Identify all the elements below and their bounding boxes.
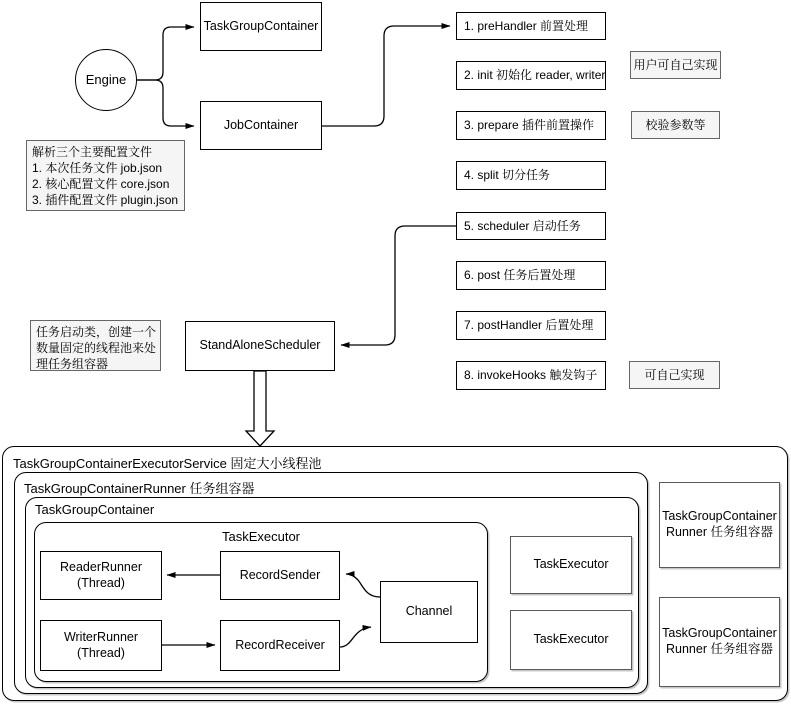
engine-node <box>75 49 137 111</box>
channel-label: Channel <box>405 604 453 619</box>
step-3-label: 3. prepare 插件前置操作 <box>464 118 595 132</box>
standalone-scheduler-label: StandAloneScheduler <box>199 338 321 353</box>
runner-box1-line2: Runner 任务组容器 <box>666 525 773 539</box>
note-user-can-implement-label: 用户可自己实现 <box>633 58 718 72</box>
task-group-container-title: TaskGroupContainer <box>35 502 155 517</box>
reader-runner-node <box>40 551 162 600</box>
note-validate-params <box>631 111 720 139</box>
note-can-implement <box>629 361 720 389</box>
config-files-note <box>26 140 185 211</box>
scheduler-note-line3: 理任务组容器 <box>36 357 109 371</box>
task-executor-3-label: TaskExecutor <box>533 632 609 647</box>
reader-runner-line2: (Thread) <box>77 575 125 590</box>
config-note-line3: 2. 核心配置文件 core.json <box>32 177 170 191</box>
task-executor-2-label: TaskExecutor <box>533 557 609 572</box>
step-2-init <box>456 61 606 90</box>
scheduler-note <box>30 320 161 371</box>
step-5-scheduler <box>456 212 606 240</box>
arrow-jobcontainer-to-step1 <box>322 26 450 126</box>
channel-node <box>380 581 478 643</box>
step-6-post <box>456 261 606 290</box>
big-down-arrow <box>246 371 274 446</box>
runner-container-title: TaskGroupContainerRunner 任务组容器 <box>24 481 255 496</box>
step-4-label: 4. split 切分任务 <box>464 168 551 182</box>
executor-service-title: TaskGroupContainerExecutorService 固定大小线程池 <box>13 456 322 471</box>
record-sender-node <box>220 551 340 600</box>
step-1-label: 1. preHandler 前置处理 <box>464 18 589 33</box>
step-7-posthandler <box>456 311 606 340</box>
standalone-scheduler-node <box>185 321 335 371</box>
record-receiver-label: RecordReceiver <box>235 637 325 652</box>
step-4-split <box>456 161 606 190</box>
config-note-line1: 解析三个主要配置文件 <box>32 145 153 159</box>
runner-box1-line1: TaskGroupContainer <box>662 509 777 524</box>
note-validate-params-label: 校验参数等 <box>645 118 706 132</box>
arrow-engine-to-jobcontainer <box>137 80 194 126</box>
runner-box2-line2: Runner 任务组容器 <box>666 642 773 656</box>
job-container-label: JobContainer <box>223 117 299 132</box>
task-group-container-runner-node-2 <box>659 597 780 687</box>
record-sender-label: RecordSender <box>239 567 321 582</box>
step-3-prepare <box>456 111 606 140</box>
config-note-line4: 3. 插件配置文件 plugin.json <box>32 193 179 207</box>
writer-runner-node <box>40 620 162 671</box>
note-can-implement-label: 可自己实现 <box>644 368 705 382</box>
job-container-node <box>200 101 322 150</box>
arrow-step5-to-scheduler <box>341 226 456 345</box>
reader-runner-line1: ReaderRunner <box>60 559 142 574</box>
config-note-line2: 1. 本次任务文件 job.json <box>32 161 163 175</box>
engine-label: Engine <box>85 71 127 87</box>
task-executor-node-3 <box>510 610 632 670</box>
arrow-engine-to-taskgroupcontainer <box>137 27 194 80</box>
task-executor-title: TaskExecutor <box>221 529 301 544</box>
step-7-label: 7. postHandler 后置处理 <box>464 318 594 332</box>
scheduler-note-line2: 数量固定的线程池来处 <box>36 341 157 355</box>
step-1-prehandler <box>456 12 606 40</box>
runner-box2-line1: TaskGroupContainer <box>662 626 777 641</box>
step-8-invokehooks <box>456 361 606 390</box>
writer-runner-line2: (Thread) <box>77 645 125 660</box>
note-user-can-implement <box>630 51 721 79</box>
task-executor-node-2 <box>510 536 632 594</box>
scheduler-note-line1: 任务启动类，创建一个 <box>36 325 157 339</box>
step-6-label: 6. post 任务后置处理 <box>464 268 576 282</box>
step-5-label: 5. scheduler 启动任务 <box>464 218 581 233</box>
task-group-container-node <box>200 2 322 51</box>
task-group-container-runner-node-1 <box>659 482 780 568</box>
record-receiver-node <box>220 620 340 671</box>
step-2-label: 2. init 初始化 reader, writer <box>464 68 606 82</box>
task-group-container-label: TaskGroupContainer <box>203 18 319 33</box>
step-8-label: 8. invokeHooks 触发钩子 <box>464 368 598 382</box>
writer-runner-line1: WriterRunner <box>63 629 139 644</box>
